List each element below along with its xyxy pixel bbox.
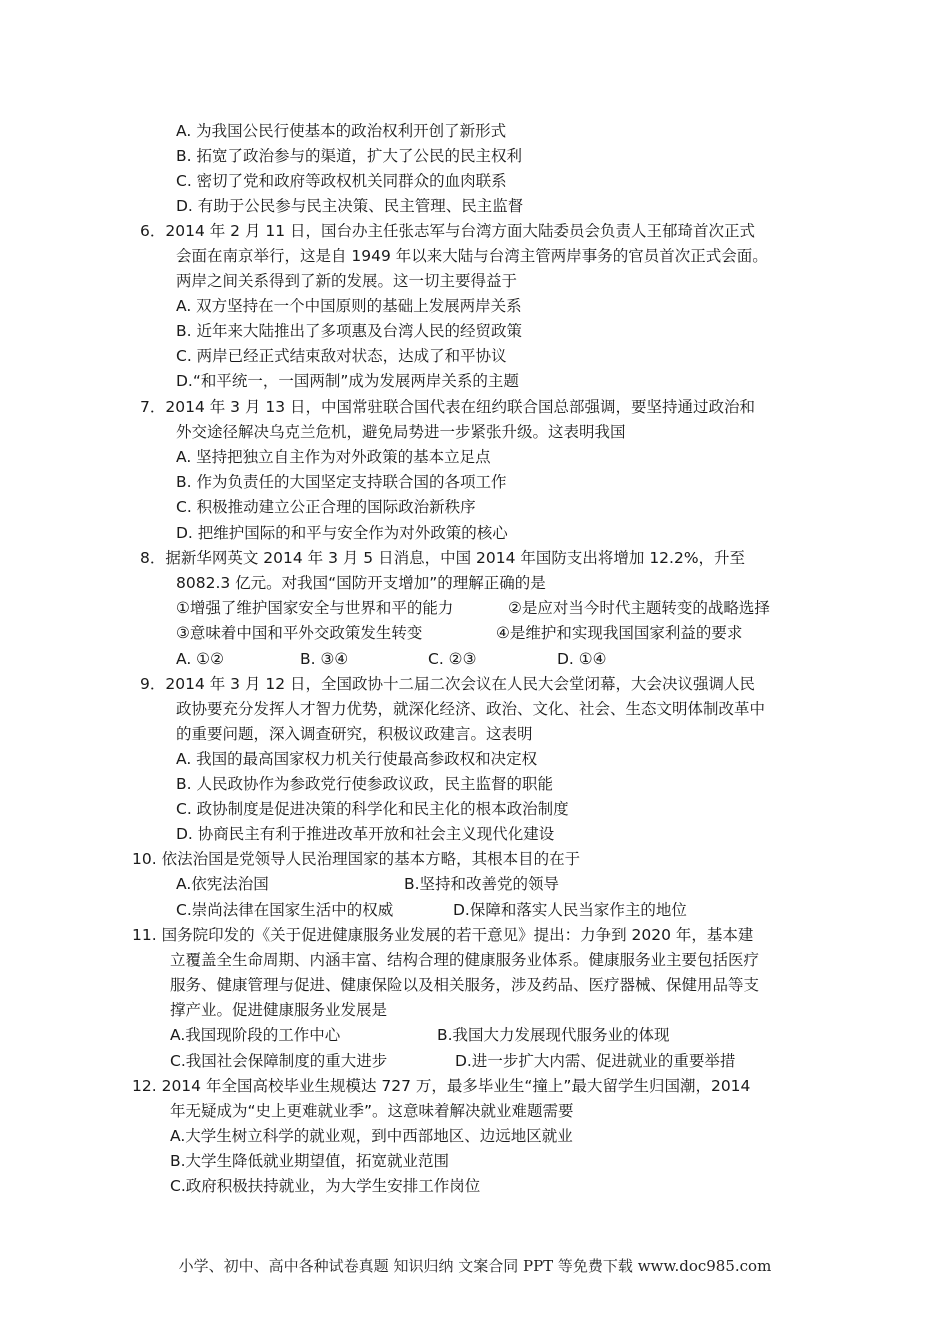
q5-option-b: B. 拓宽了政治参与的渠道，扩大了公民的民主权利 xyxy=(176,147,522,165)
q9-stem-line: 的重要问题，深入调查研究，积极议政建言。这表明 xyxy=(176,725,533,743)
page-footer: 小学、初中、高中各种试卷真题 知识归纳 文案合同 PPT 等免费下载 www.doc985.com xyxy=(178,1257,772,1275)
q11-option-c: C.我国社会保障制度的重大进步 xyxy=(170,1052,388,1070)
q12-stem-line: 12. 2014 年全国高校毕业生规模达 727 万，最多毕业生“撞上”最大留学生归国潮，2014 xyxy=(132,1077,751,1095)
q5-option-a: A. 为我国公民行使基本的政治权利开创了新形式 xyxy=(176,122,507,140)
q7-stem-line: 外交途径解决乌克兰危机，避免局势进一步紧张升级。这表明我国 xyxy=(176,423,626,441)
q6-option-a: A. 双方坚持在一个中国原则的基础上发展两岸关系 xyxy=(176,297,522,315)
q6-stem-line: 两岸之间关系得到了新的发展。这一切主要得益于 xyxy=(176,272,518,290)
q7-option-c: C. 积极推动建立公正合理的国际政治新秩序 xyxy=(176,498,476,516)
q10-option-b: B.坚持和改善党的领导 xyxy=(404,875,560,893)
q8-item-4: ④是维护和实现我国国家利益的要求 xyxy=(496,624,743,642)
q11-stem-line: 11. 国务院印发的《关于促进健康服务业发展的若干意见》提出：力争到 2020 年，基本建 xyxy=(132,926,754,944)
q8-item-2: ②是应对当今时代主题转变的战略选择 xyxy=(508,599,770,617)
q8-item-1: ①增强了维护国家安全与世界和平的能力 xyxy=(176,599,454,617)
q9-option-a: A. 我国的最高国家权力机关行使最高参政权和决定权 xyxy=(176,750,538,768)
q6-stem-line: 会面在南京举行，这是自 1949 年以来大陆与台湾主管两岸事务的官员首次正式会面。 xyxy=(176,247,768,265)
q5-option-c: C. 密切了党和政府等政权机关同群众的血肉联系 xyxy=(176,172,507,190)
q9-option-b: B. 人民政协作为参政党行使参政议政，民主监督的职能 xyxy=(176,775,553,793)
q11-stem-line: 立覆盖全生命周期、内涵丰富、结构合理的健康服务业体系。健康服务业主要包括医疗 xyxy=(170,951,760,969)
q6-stem-line: 6．2014 年 2 月 11 日，国台办主任张志军与台湾方面大陆委员会负责人王郁琦首次正式 xyxy=(140,222,756,240)
q8-option-d: D. ①④ xyxy=(557,650,607,668)
q9-option-c: C. 政协制度是促进决策的科学化和民主化的根本政治制度 xyxy=(176,800,569,818)
q6-option-b: B. 近年来大陆推出了多项惠及台湾人民的经贸政策 xyxy=(176,322,522,340)
q12-stem-line: 年无疑成为“史上更难就业季”。这意味着解决就业难题需要 xyxy=(170,1102,574,1120)
q10-option-c: C.崇尚法律在国家生活中的权威 xyxy=(176,901,394,919)
q9-option-d: D. 协商民主有利于推进改革开放和社会主义现代化建设 xyxy=(176,825,555,843)
q12-option-a: A.大学生树立科学的就业观，到中西部地区、边远地区就业 xyxy=(170,1127,573,1145)
q11-option-a: A.我国现阶段的工作中心 xyxy=(170,1026,341,1044)
q9-stem-line: 9．2014 年 3 月 12 日，全国政协十二届二次会议在人民大会堂闭幕，大会决议强调人民 xyxy=(140,675,756,693)
q10-stem: 10. 依法治国是党领导人民治理国家的基本方略，其根本目的在于 xyxy=(132,850,581,868)
q7-stem-line: 7．2014 年 3 月 13 日，中国常驻联合国代表在纽约联合国总部强调，要坚持通过政治和 xyxy=(140,398,756,416)
q12-option-c: C.政府积极扶持就业，为大学生安排工作岗位 xyxy=(170,1177,481,1195)
q8-stem-line: 8082.3 亿元。对我国“国防开支增加”的理解正确的是 xyxy=(176,574,546,592)
q11-stem-line: 服务、健康管理与促进、健康保险以及相关服务，涉及药品、医疗器械、保健用品等支 xyxy=(170,976,760,994)
q7-option-d: D. 把维护国际的和平与安全作为对外政策的核心 xyxy=(176,524,508,542)
q8-item-3: ③意味着中国和平外交政策发生转变 xyxy=(176,624,423,642)
q7-option-b: B. 作为负责任的大国坚定支持联合国的各项工作 xyxy=(176,473,507,491)
q6-option-d: D.“和平统一，一国两制”成为发展两岸关系的主题 xyxy=(176,372,519,390)
q8-stem-line: 8．据新华网英文 2014 年 3 月 5 日消息，中国 2014 年国防支出将增加 12.2%，升至 xyxy=(140,549,746,567)
q6-option-c: C. 两岸已经正式结束敌对状态，达成了和平协议 xyxy=(176,347,507,365)
q9-stem-line: 政协要充分发挥人才智力优势，就深化经济、政治、文化、社会、生态文明体制改革中 xyxy=(176,700,766,718)
q11-stem-line: 撑产业。促进健康服务业发展是 xyxy=(170,1001,388,1019)
q7-option-a: A. 坚持把独立自主作为对外政策的基本立足点 xyxy=(176,448,491,466)
q10-option-d: D.保障和落实人民当家作主的地位 xyxy=(453,901,687,919)
q12-option-b: B.大学生降低就业期望值，拓宽就业范围 xyxy=(170,1152,450,1170)
q11-option-b: B.我国大力发展现代服务业的体现 xyxy=(437,1026,670,1044)
q8-option-c: C. ②③ xyxy=(428,650,477,668)
q8-option-b: B. ③④ xyxy=(300,650,349,668)
q8-option-a: A. ①② xyxy=(176,650,224,668)
q5-option-d: D. 有助于公民参与民主决策、民主管理、民主监督 xyxy=(176,197,524,215)
q11-option-d: D.进一步扩大内需、促进就业的重要举措 xyxy=(455,1052,736,1070)
q10-option-a: A.依宪法治国 xyxy=(176,875,269,893)
